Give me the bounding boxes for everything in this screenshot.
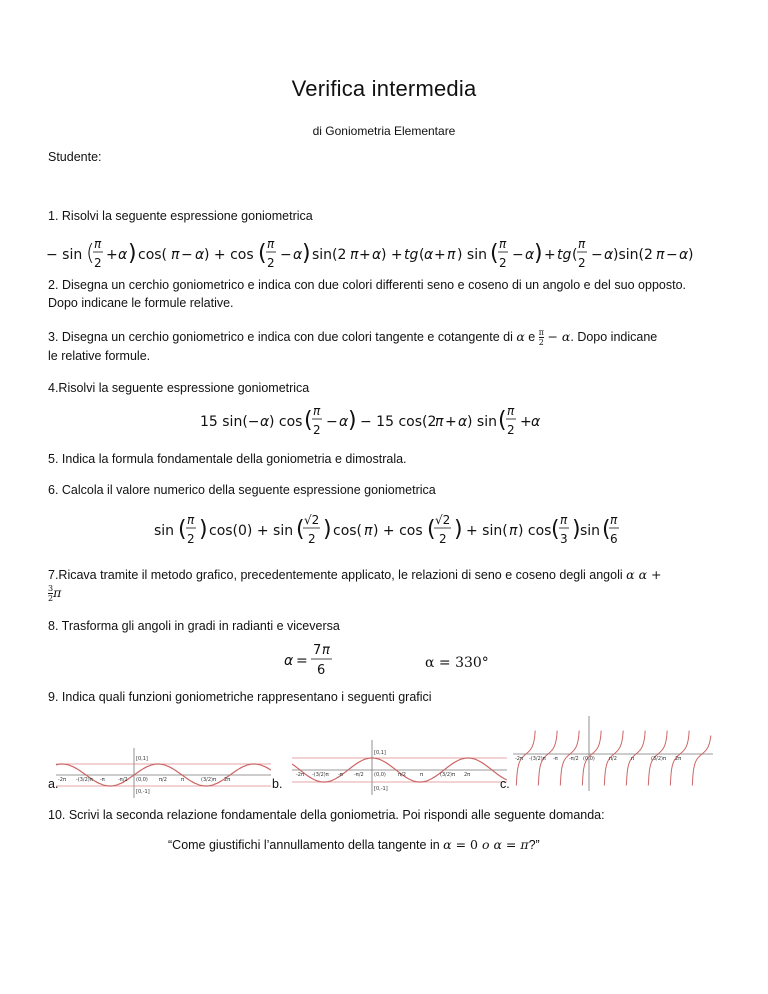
svg-text:(: ( (258, 241, 267, 266)
expression-4 (200, 403, 540, 443)
svg-text:α: α (458, 414, 468, 430)
svg-text:π: π (656, 247, 665, 263)
svg-text:π: π (94, 237, 102, 251)
svg-text:α: α (604, 247, 614, 263)
svg-text:) + cos: ) + cos (204, 247, 254, 263)
svg-text:+: + (544, 247, 556, 263)
svg-text:+: + (434, 247, 446, 263)
angle-2: α = 330° (425, 655, 489, 671)
svg-text:(: ( (304, 408, 313, 433)
expression-1 (46, 236, 726, 276)
svg-text:-π/2: -π/2 (354, 772, 364, 778)
svg-text:π: π (560, 513, 568, 527)
question-5: 5. Indica la formula fondamentale della goniometria e dimostrala. (48, 452, 407, 466)
svg-text:sin: sin (580, 523, 601, 539)
svg-text:√2: √2 (304, 513, 320, 527)
svg-text:=: = (296, 653, 308, 669)
svg-text:α: α (531, 414, 540, 430)
svg-text:−: − (512, 247, 524, 263)
svg-text:π: π (435, 414, 444, 430)
svg-text:π: π (447, 247, 456, 263)
svg-text:) cos: ) cos (518, 523, 552, 539)
svg-text:π: π (420, 772, 424, 778)
angle-1 (284, 639, 354, 683)
svg-text:2π: 2π (224, 777, 231, 783)
svg-text:(: ( (86, 241, 95, 266)
svg-text:2: 2 (499, 256, 507, 270)
svg-text:7: 7 (313, 643, 322, 658)
svg-text:−: − (326, 414, 338, 430)
svg-text:π: π (171, 247, 180, 263)
svg-text:15 sin(−: 15 sin(− (200, 414, 260, 430)
svg-text:π: π (499, 237, 507, 251)
svg-text:2: 2 (507, 423, 515, 437)
svg-text:√2: √2 (435, 513, 451, 527)
page-subtitle: di Goniometria Elementare (312, 124, 456, 138)
svg-text:π: π (350, 247, 359, 263)
svg-text:[0,1]: [0,1] (374, 750, 386, 756)
svg-text:2: 2 (308, 532, 316, 546)
svg-text:(3/2)π: (3/2)π (651, 756, 666, 762)
question-4: 4.Risolvi la seguente espressione goniometrica (48, 381, 310, 395)
svg-text:[0,-1]: [0,-1] (374, 786, 388, 792)
svg-text:-π/2: -π/2 (118, 777, 128, 783)
svg-text:): ) (323, 517, 332, 542)
svg-text:-(3/2)π: -(3/2)π (312, 772, 329, 778)
svg-text:(: ( (551, 517, 560, 542)
svg-text:): ) (534, 241, 543, 266)
svg-text:[0,-1]: [0,-1] (136, 789, 150, 795)
svg-text:6: 6 (610, 532, 618, 546)
svg-text:)sin(2: )sin(2 (613, 247, 653, 263)
svg-text:(: ( (296, 517, 305, 542)
svg-text:-π/2: -π/2 (569, 756, 579, 762)
svg-text:(0,0): (0,0) (374, 772, 386, 778)
svg-text:+: + (106, 247, 118, 263)
svg-text:(: ( (490, 241, 499, 266)
svg-text:α: α (424, 247, 434, 263)
svg-text:α: α (284, 653, 294, 669)
svg-text:cos(: cos( (138, 247, 168, 263)
svg-text:π: π (187, 513, 195, 527)
svg-text:) sin: ) sin (467, 414, 497, 430)
svg-text:α: α (260, 414, 270, 430)
svg-text:(0,0): (0,0) (136, 777, 148, 783)
graph-b (292, 740, 507, 800)
svg-text:sin: sin (154, 523, 175, 539)
svg-text:−: − (181, 247, 193, 263)
svg-text:− 15 cos(2: − 15 cos(2 (360, 414, 437, 430)
question-10: 10. Scrivi la seconda relazione fondamentale della goniometria. Poi rispondi alle seguente domanda: (48, 808, 605, 822)
student-label: Studente: (48, 150, 102, 164)
svg-text:): ) (688, 247, 694, 263)
svg-text:2π: 2π (464, 772, 471, 778)
svg-text:cos(: cos( (333, 523, 363, 539)
svg-text:2: 2 (313, 423, 321, 437)
svg-text:π: π (313, 404, 321, 418)
svg-text:π: π (267, 237, 275, 251)
svg-text:6: 6 (317, 663, 326, 678)
svg-text:): ) (454, 517, 463, 542)
question-7: 7.Ricava tramite il metodo grafico, precedentemente applicato, le relazioni di seno e coseno degli angoli α α + $\frac{3}{2}$ π (48, 567, 662, 603)
svg-text:π: π (364, 523, 373, 539)
graph-c (513, 716, 713, 796)
svg-text:2: 2 (578, 256, 586, 270)
svg-text:(: ( (419, 247, 425, 263)
svg-text:2: 2 (267, 256, 275, 270)
svg-text:2π: 2π (675, 756, 682, 762)
svg-text:−: − (591, 247, 603, 263)
svg-text:(: ( (572, 247, 578, 263)
svg-text:π: π (322, 643, 330, 658)
svg-text:π/2: π/2 (609, 756, 617, 762)
svg-text:+: + (520, 414, 532, 430)
question-9: 9. Indica quali funzioni goniometriche rappresentano i seguenti grafici (48, 690, 432, 704)
svg-text:− sin: − sin (46, 247, 83, 263)
svg-text:-(3/2)π: -(3/2)π (529, 756, 546, 762)
svg-text:2: 2 (187, 532, 195, 546)
svg-text:π/2: π/2 (398, 772, 406, 778)
svg-text:): ) (128, 241, 137, 266)
question-10-quote: “Come giustifichi l’annullamento della tangente in α = 0 o α = π?” (168, 837, 540, 852)
svg-text:α: α (293, 247, 303, 263)
svg-text:+: + (445, 414, 457, 430)
svg-text:α: α (195, 247, 205, 263)
svg-text:) + cos: ) + cos (373, 523, 423, 539)
svg-text:tg: tg (404, 247, 419, 263)
question-3: 3. Disegna un cerchio goniometrico e indica con due colori tangente e cotangente di α e $\frac{\pi}{2}$ − α. Dopo indicane le relative formule. (48, 328, 658, 364)
svg-text:α: α (339, 414, 349, 430)
svg-text:+: + (359, 247, 371, 263)
svg-text:-π: -π (553, 756, 558, 762)
svg-text:(: ( (427, 517, 436, 542)
svg-text:α: α (372, 247, 382, 263)
question-2: 2. Disegna un cerchio goniometrico e indica con due colori differenti seno e coseno di un angolo e del suo opposto. Dopo indicane le formule relative. (48, 278, 686, 310)
svg-text:sin(2: sin(2 (312, 247, 347, 263)
svg-text:cos(0) + sin: cos(0) + sin (209, 523, 294, 539)
svg-text:): ) (302, 241, 311, 266)
svg-text:(: ( (178, 517, 187, 542)
svg-text:-2π: -2π (58, 777, 66, 783)
svg-text:) +: ) + (381, 247, 403, 263)
svg-text:[0,1]: [0,1] (136, 756, 148, 762)
svg-text:α: α (118, 247, 128, 263)
graph-a (56, 748, 271, 803)
svg-text:α: α (525, 247, 535, 263)
svg-text:): ) (348, 408, 357, 433)
question-6: 6. Calcola il valore numerico della seguente espressione goniometrica (48, 483, 436, 497)
svg-text:(3/2)π: (3/2)π (201, 777, 216, 783)
svg-text:-(3/2)π: -(3/2)π (76, 777, 93, 783)
svg-text:(3/2)π: (3/2)π (440, 772, 455, 778)
graph-label-b: b. (272, 777, 283, 791)
svg-text:−: − (280, 247, 292, 263)
svg-text:-2π: -2π (296, 772, 304, 778)
svg-text:-π: -π (100, 777, 105, 783)
svg-text:) cos: ) cos (269, 414, 303, 430)
svg-text:tg: tg (557, 247, 572, 263)
svg-text:π: π (610, 513, 618, 527)
svg-text:π: π (631, 756, 635, 762)
svg-text:): ) (572, 517, 581, 542)
svg-text:-π: -π (338, 772, 343, 778)
expression-6 (154, 510, 624, 554)
svg-text:π/2: π/2 (159, 777, 167, 783)
svg-text:−: − (666, 247, 678, 263)
svg-text:π: π (509, 523, 518, 539)
svg-text:3: 3 (560, 532, 568, 546)
svg-text:α: α (679, 247, 689, 263)
svg-text:) sin: ) sin (457, 247, 487, 263)
graph-label-a: a. (48, 777, 59, 791)
svg-text:2: 2 (94, 256, 102, 270)
svg-text:π: π (578, 237, 586, 251)
svg-text:2: 2 (439, 532, 447, 546)
svg-text:+ sin(: + sin( (466, 523, 508, 539)
svg-text:): ) (199, 517, 208, 542)
svg-text:π: π (507, 404, 515, 418)
svg-text:(: ( (602, 517, 611, 542)
question-1: 1. Risolvi la seguente espressione goniometrica (48, 209, 313, 223)
svg-text:π: π (181, 777, 185, 783)
svg-text:-2π: -2π (515, 756, 523, 762)
svg-text:(: ( (498, 408, 507, 433)
question-8: 8. Trasforma gli angoli in gradi in radianti e viceversa (48, 619, 340, 633)
graph-label-c: c. (500, 777, 510, 791)
page-title: Verifica intermedia (291, 76, 477, 101)
svg-text:(0,0): (0,0) (583, 756, 595, 762)
